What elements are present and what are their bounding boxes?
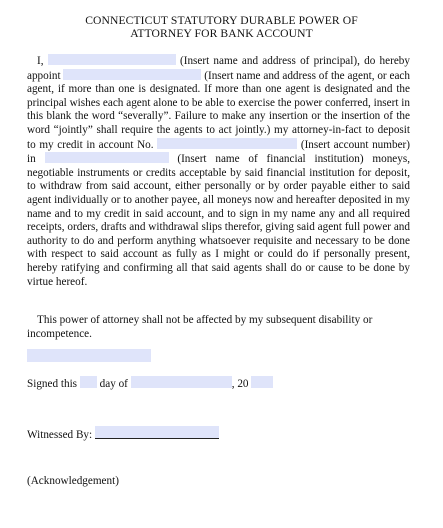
acknowledgement-label: (Acknowledgement) [27,475,119,487]
title-line-1: CONNECTICUT STATUTORY DURABLE POWER OF [85,14,358,27]
signed-year-field[interactable] [251,376,273,388]
witness-signature-field[interactable] [95,426,219,439]
acknowledgement-line [27,475,119,488]
principal-name-field[interactable] [48,54,176,65]
account-number-instruction-text: (Insert account number) in [27,138,410,166]
signed-this-label: Signed this [27,378,78,390]
year-prefix-label: , 20 [231,378,249,390]
principal-instruction-text: (Insert name and address of principal), do hereby appoint [27,55,410,82]
financial-institution-instruction-text: (Insert name of financial institution) moneys, negotiable instruments or credits acceptable by said financial institution for deposit, to withdraw from said account, either personally or by order payable either to said agent individually or to another payee, all moneys now and hereafter deposited in my name and to my credit in said account, and to sign in my name any and all required receipts, orders, drafts and withdrawal slips therefor, giving said agent full power and authority to do and perform anything whatsoever requisite and necessary to be done with respect to said account as fully as I might or could do if personally present, hereby ratifying and confirming all that said agents shall do or cause to be done by virtue hereof. [27,153,411,288]
witnessed-by-label: Witnessed By: [27,429,93,441]
agent-instruction-text: (Insert name and address of the agent, or each agent, if more than one is designated. If more than one agent is designated and the principal wishes each agent alone to be able to exercise the power conferred, insert in this blank the word “severally”. Failure to make any insertion or the insertion of the word “jointly” shall require the agents to act jointly.) my attorney-in-fact to deposit to my credit in account No. [27,69,410,151]
durability-paragraph [27,314,410,341]
financial-institution-field[interactable] [45,152,169,163]
day-of-label: day of [99,378,128,390]
signed-month-field[interactable] [131,376,232,388]
durability-text: This power of attorney shall not be affected by my subsequent disability or incompetence. [27,314,373,340]
principal-intro: I, [37,55,44,67]
principal-signature-field[interactable] [27,349,151,362]
witness-line [27,426,219,442]
title-line-2: ATTORNEY FOR BANK ACCOUNT [130,27,313,40]
document-title [20,14,423,40]
main-paragraph [27,54,410,289]
account-number-field[interactable] [157,138,297,149]
signed-date-line [27,376,273,391]
agent-name-field[interactable] [63,69,201,80]
signed-day-field[interactable] [80,376,97,388]
